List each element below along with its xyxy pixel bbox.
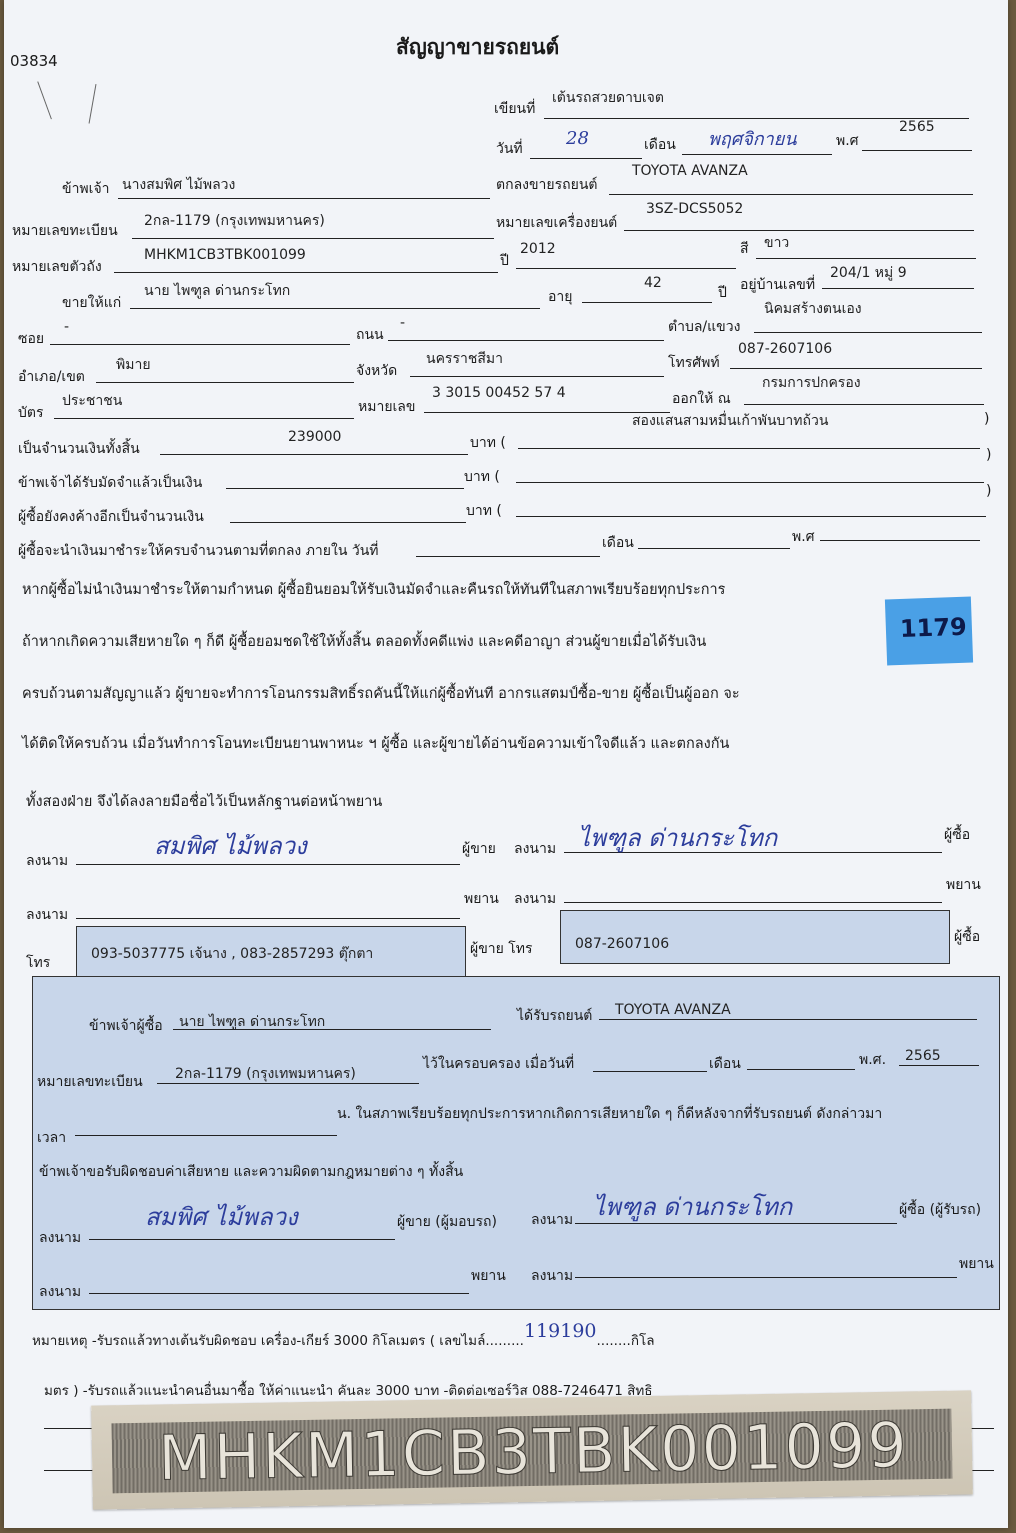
close-paren: ) (986, 447, 992, 463)
issued-by-label: ออกให้ ณ (672, 391, 731, 407)
baht-label: บาท ( (470, 435, 506, 451)
receipt-reg-no: 2กล-1179 (กรุงเทพมหานคร) (175, 1066, 356, 1082)
line (157, 1083, 419, 1084)
card-no-value: 3 3015 00452 57 4 (432, 385, 566, 401)
note-line-2: มตร ) -รับรถแล้วแนะนำคนอื่นมาซื้อ ให้ค่าแนะนำ คันละ 3000 บาท -ติดต่อเซอร์วิส 088-7246471 สิทธิ (44, 1383, 653, 1399)
province-value: นครราชสีมา (426, 351, 503, 367)
color-label: สี (740, 241, 749, 257)
color-value: ขาว (764, 235, 790, 251)
terms-line-4: ได้ติดให้ครบถ้วน เมื่อวันทำการโอนทะเบียนยานพาหนะ ฯ ผู้ซื้อ และผู้ขายได้อ่านข้อความเข้าใจดีแล้ว และตกลงกัน (22, 736, 730, 752)
total-value: 239000 (288, 429, 342, 445)
line (226, 488, 464, 489)
line (160, 454, 468, 455)
sign-label: ลงนาม (26, 853, 69, 869)
note-line-1 (32, 1320, 655, 1350)
line (230, 522, 466, 523)
line (899, 1065, 979, 1066)
line (820, 540, 980, 541)
reg-no-label: หมายเลขทะเบียน (12, 223, 118, 239)
close-paren: ) (986, 483, 992, 499)
line (516, 516, 986, 517)
phone-value: 087-2607106 (738, 341, 833, 357)
line (388, 340, 664, 341)
engine-no-value: 3SZ-DCS5052 (646, 201, 744, 217)
line (575, 1277, 957, 1278)
tel-label: โทร (26, 955, 51, 971)
document-number: 03834 (10, 52, 58, 70)
age-label: อายุ (548, 289, 573, 305)
receipt-car-model: TOYOTA AVANZA (615, 1002, 731, 1018)
sign-label: ลงนาม (531, 1212, 574, 1228)
line (530, 158, 642, 159)
line (754, 332, 982, 333)
sign-label: ลงนาม (514, 891, 557, 907)
receipt-buyer-name: นาย ไพฑูล ด่านกระโทก (179, 1014, 326, 1030)
road-label: ถนน (356, 327, 384, 343)
year-be-value: 2565 (899, 119, 935, 135)
buyer-signature: ไพฑูล ด่านกระโทก (578, 824, 778, 852)
time-label: เวลา (37, 1130, 67, 1146)
witness-label: พยาน (464, 891, 499, 907)
line (599, 1019, 977, 1020)
line (516, 268, 736, 269)
sign-label: ลงนาม (514, 841, 557, 857)
close-paren: ) (984, 411, 990, 427)
deposit-label: ข้าพเจ้าได้รับมัดจำแล้วเป็นเงิน (18, 475, 203, 491)
agree-sell-label: ตกลงขายรถยนต์ (496, 177, 598, 193)
month-value: พฤศจิกายน (708, 129, 797, 150)
year-label: ปี (500, 253, 509, 269)
line (132, 238, 494, 239)
district-value: พิมาย (116, 357, 151, 373)
road-value: - (400, 315, 406, 331)
chassis-no-value: MHKM1CB3TBK001099 (144, 247, 306, 263)
number-sticker (885, 597, 973, 666)
baht-label: บาท ( (464, 469, 500, 485)
contract-paper (4, 0, 1008, 1528)
receipt-seller-signature: สมพิศ ไม้พลวง (145, 1203, 298, 1231)
chassis-no-label: หมายเลขตัวถัง (12, 259, 102, 275)
line (624, 230, 974, 231)
line (638, 548, 790, 549)
line (518, 448, 980, 449)
soi-value: - (64, 319, 70, 335)
page-title: สัญญาขายรถยนต์ (396, 35, 560, 59)
staple-mark (37, 81, 53, 120)
buyer-phone-box (560, 910, 950, 964)
staple-mark (89, 84, 99, 124)
line (76, 918, 460, 919)
vin-rubbing-text: MHKM1CB3TBK001099 (157, 1408, 910, 1495)
line (822, 288, 974, 289)
car-model-value: TOYOTA AVANZA (632, 163, 748, 179)
card-no-label: หมายเลข (358, 399, 416, 415)
subdistrict-value: นิคมสร้างตนเอง (764, 301, 862, 317)
receipt-section (32, 976, 1000, 1310)
receipt-buyer-role: ผู้ซื้อ (ผู้รับรถ) (899, 1202, 982, 1218)
terms-line-5: ทั้งสองฝ่าย จึงได้ลงลายมือชื่อไว้เป็นหลักฐานต่อหน้าพยาน (26, 794, 383, 810)
line (564, 902, 942, 903)
issued-by-value: กรมการปกครอง (762, 375, 861, 391)
mileage-value: 119190 (523, 1320, 597, 1342)
remaining-label: ผู้ซื้อยังคงค้างอีกเป็นจำนวนเงิน (18, 509, 204, 525)
seller-role-label: ผู้ขาย (462, 841, 496, 857)
month-label: เดือน (644, 137, 676, 153)
witness-label: พยาน (946, 877, 981, 893)
district-label: อำเภอ/เขต (18, 369, 85, 385)
receipt-buyer-signature: ไพฑูล ด่านกระโทก (593, 1193, 793, 1221)
seller-signature: สมพิศ ไม้พลวง (154, 832, 307, 860)
receipt-month-label: เดือน (709, 1056, 741, 1072)
buyer-role-label: ผู้ซื้อ (954, 929, 981, 945)
receipt-reg-label: หมายเลขทะเบียน (37, 1074, 143, 1090)
phone-label: โทรศัพท์ (668, 355, 720, 371)
terms-line-1: หากผู้ซื้อไม่นำเงินมาชำระให้ตามกำหนด ผู้ซื้อยินยอมให้รับเงินมัดจำและคืนรถให้ทันทีในสภาพเรียบร้อยทุกประการ (22, 582, 726, 598)
note-text-b: ........กิโล (596, 1333, 655, 1349)
line (96, 382, 354, 383)
line (730, 368, 982, 369)
house-no-value: 204/1 หมู่ 9 (830, 265, 907, 281)
be-label: พ.ศ (836, 133, 859, 149)
buyer-name-value: นาย ไพฑูล ด่านกระโทก (144, 283, 291, 299)
pay-by-label: ผู้ซื้อจะนำเงินมาชำระให้ครบจำนวนตามที่ตกลง ภายใน วันที่ (18, 543, 379, 559)
sign-label: ลงนาม (26, 907, 69, 923)
terms-line-3: ครบถ้วนตามสัญญาแล้ว ผู้ขายจะทำการโอนกรรมสิทธิ์รถคันนี้ให้แก่ผู้ซื้อทันที อากรแสตมป์ซื้อ-ขาย ผู้ซื้อเป็นผู้ออก จะ (22, 686, 740, 702)
possession-label: ไว้ในครอบครอง เมื่อวันที่ (423, 1056, 575, 1072)
engine-no-label: หมายเลขเครื่องยนต์ (496, 215, 618, 231)
line (582, 302, 712, 303)
receipt-witness-label: พยาน (959, 1256, 994, 1272)
seller-phone-value: 093-5037775 เจ้นาง , 083-2857293 ตุ๊กตา (91, 946, 374, 962)
buyer-phone-value: 087-2607106 (575, 936, 670, 952)
line (756, 258, 976, 259)
sign-label: ลงนาม (39, 1284, 82, 1300)
total-label: เป็นจำนวนเงินทั้งสิ้น (18, 441, 140, 457)
baht-label: บาท ( (466, 503, 502, 519)
terms-line-2: ถ้าหากเกิดความเสียหายใด ๆ ก็ดี ผู้ซื้อยอมชดใช้ให้ทั้งสิ้น ตลอดทั้งคดีแพ่ง และคดีอาญา ส่วนผู้ขายเมื่อได้รับเงิน (22, 634, 707, 650)
card-label: บัตร (18, 405, 44, 421)
seller-label: ข้าพเจ้า (62, 181, 110, 197)
vin-rubbing-tape (91, 1390, 973, 1509)
line (609, 194, 973, 195)
sell-to-label: ขายให้แก่ (62, 295, 122, 311)
day-value: 28 (566, 128, 589, 149)
age-value: 42 (644, 275, 662, 291)
reg-no-value: 2กล-1179 (กรุงเทพมหานคร) (144, 213, 325, 229)
line (516, 482, 984, 483)
line (744, 404, 984, 405)
line (89, 1293, 469, 1294)
total-words-value: สองแสนสามหมื่นเก้าพันบาทถ้วน (632, 413, 829, 429)
buyer-role-label: ผู้ซื้อ (944, 827, 971, 843)
line (682, 154, 832, 155)
age-unit-label: ปี (718, 285, 727, 301)
seller-tel-label: ผู้ขาย โทร (470, 941, 533, 957)
sign-label: ลงนาม (531, 1268, 574, 1284)
line (130, 308, 540, 309)
receipt-year-be: 2565 (905, 1048, 941, 1064)
line (54, 418, 354, 419)
liability-text: ข้าพเจ้าขอรับผิดชอบค่าเสียหาย และความผิดตามกฎหมายต่าง ๆ ทั้งสิ้น (39, 1164, 464, 1180)
soi-label: ซอย (18, 331, 45, 347)
line (747, 1069, 855, 1070)
line (114, 272, 498, 273)
receipt-witness-label: พยาน (471, 1268, 506, 1284)
receipt-seller-role: ผู้ขาย (ผู้มอบรถ) (397, 1214, 497, 1230)
card-value: ประชาชน (62, 393, 123, 409)
note-text-a: หมายเหตุ -รับรถแล้วทางเต้นรับผิดชอบ เครื่อง-เกียร์ 3000 กิโลเมตร ( เลขไมล์......... (32, 1333, 524, 1349)
line (75, 1135, 337, 1136)
written-at-value: เต้นรถสวยดาบเจต (552, 90, 664, 106)
line (862, 150, 972, 151)
sign-label: ลงนาม (39, 1230, 82, 1246)
be-label: พ.ศ (792, 529, 815, 545)
written-at-label: เขียนที่ (494, 101, 536, 117)
line (118, 198, 490, 199)
seller-name-value: นางสมพิศ ไม้พลวง (122, 177, 236, 193)
line (89, 1239, 395, 1240)
month-label: เดือน (602, 535, 634, 551)
received-label: ได้รับรถยนต์ (517, 1008, 593, 1024)
line (50, 344, 350, 345)
line (593, 1071, 707, 1072)
subdistrict-label: ตำบล/แขวง (668, 319, 741, 335)
receipt-be-label: พ.ศ. (859, 1052, 887, 1068)
line (416, 556, 600, 557)
line (410, 376, 664, 377)
province-label: จังหวัด (356, 363, 398, 379)
sticker-number: 1179 (899, 612, 968, 644)
address-label: อยู่บ้านเลขที่ (740, 277, 816, 293)
time-text: น. ในสภาพเรียบร้อยทุกประการหากเกิดการเสียหายใด ๆ ก็ดีหลังจากที่รับรถยนต์ ดังกล่าวมา (337, 1106, 883, 1122)
seller-phone-box (76, 926, 466, 980)
date-label: วันที่ (496, 141, 523, 157)
receipt-buyer-label: ข้าพเจ้าผู้ซื้อ (89, 1018, 163, 1034)
car-year-value: 2012 (520, 241, 556, 257)
